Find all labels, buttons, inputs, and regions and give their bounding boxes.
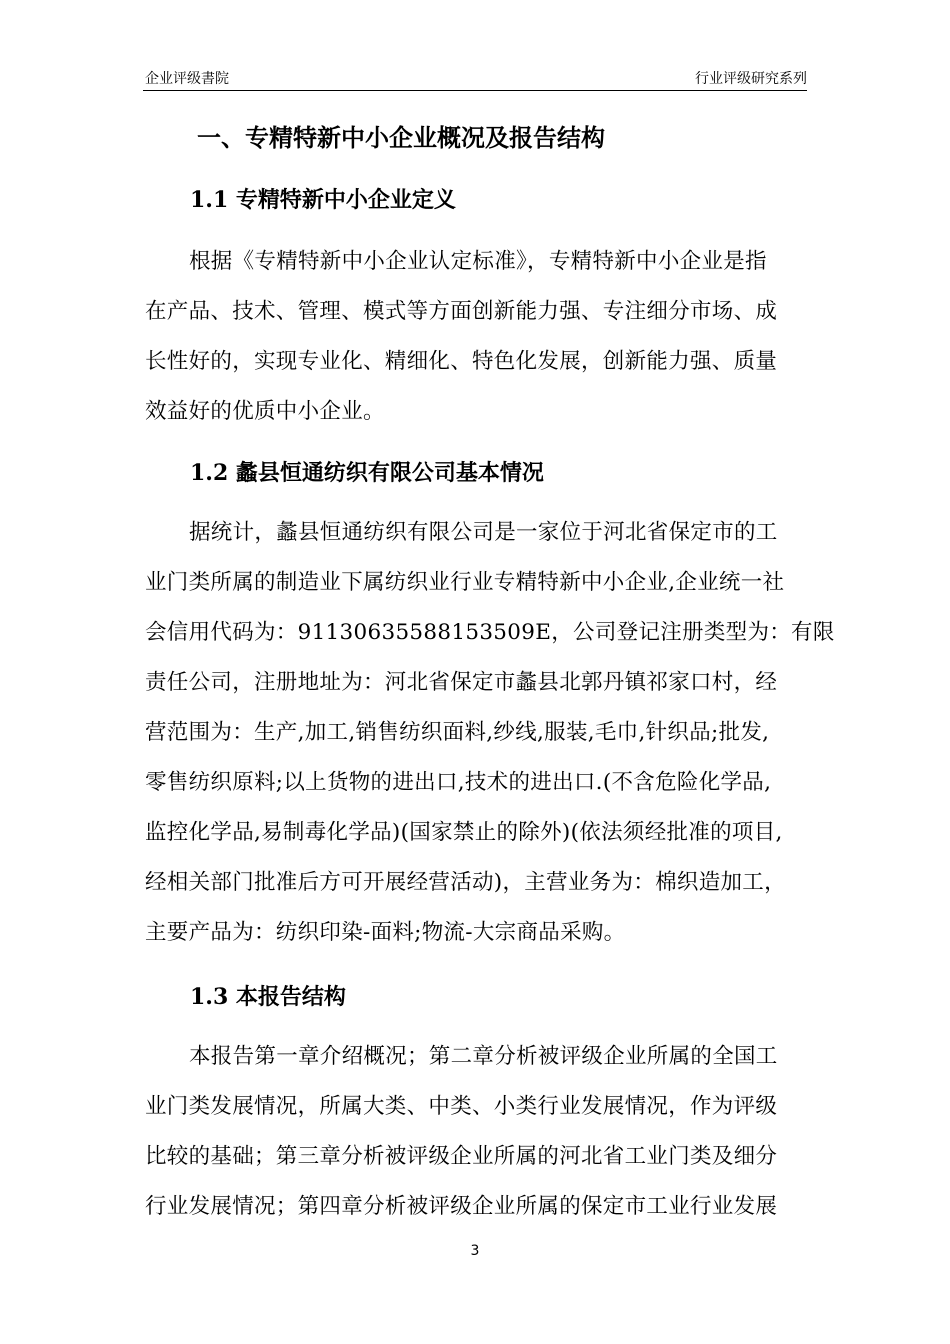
section-1-1-paragraph xyxy=(145,247,810,447)
section-1-2-paragraph xyxy=(145,518,835,968)
section-heading-1-2: 1.2 蠡县恒通纺织有限公司基本情况 xyxy=(190,460,544,486)
section-heading-1-1: 1.1 专精特新中小企业定义 xyxy=(190,187,456,213)
header-left: 企业评级書院 xyxy=(145,71,229,87)
text-line: 效益好的优质中小企业。 xyxy=(145,399,385,424)
chapter-title: 一、专精特新中小企业概况及报告结构 xyxy=(197,124,605,152)
text-line: 在产品、技术、管理、模式等方面创新能力强、专注细分市场、成 xyxy=(145,299,778,324)
text-line: 本报告第一章介绍概况；第二章分析被评级企业所属的全国工 xyxy=(189,1044,778,1069)
text-line: 行业发展情况；第四章分析被评级企业所属的保定市工业行业发展 xyxy=(145,1194,778,1219)
section-heading-1-3: 1.3 本报告结构 xyxy=(190,984,346,1010)
text-line: 业门类所属的制造业下属纺织业行业专精特新中小企业,企业统一社 xyxy=(145,570,785,595)
header-right: 行业评级研究系列 xyxy=(695,71,807,87)
text-line: 经相关部门批准后方可开展经营活动)，主营业务为：棉织造加工， xyxy=(145,870,786,895)
text-line: 会信用代码为：91130635588153509E，公司登记注册类型为：有限 xyxy=(145,620,835,645)
page-number: 3 xyxy=(470,1243,480,1259)
text-line: 营范围为：生产,加工,销售纺织面料,纱线,服装,毛巾,针织品;批发, xyxy=(145,720,770,745)
header-rule xyxy=(143,90,807,91)
text-line: 长性好的，实现专业化、精细化、特色化发展，创新能力强、质量 xyxy=(145,349,778,374)
text-line: 比较的基础；第三章分析被评级企业所属的河北省工业门类及细分 xyxy=(145,1144,778,1169)
text-line: 监控化学品,易制毒化学品)(国家禁止的除外)(依法须经批准的项目, xyxy=(145,820,783,845)
text-line: 零售纺织原料;以上货物的进出口,技术的进出口.(不含危险化学品, xyxy=(145,770,772,795)
text-line: 业门类发展情况，所属大类、中类、小类行业发展情况，作为评级 xyxy=(145,1094,778,1119)
section-1-3-paragraph xyxy=(145,1042,810,1242)
text-line: 责任公司，注册地址为：河北省保定市蠡县北郭丹镇祁家口村，经 xyxy=(145,670,778,695)
text-line: 据统计，蠡县恒通纺织有限公司是一家位于河北省保定市的工 xyxy=(189,520,778,545)
text-line: 主要产品为：纺织印染-面料;物流-大宗商品采购。 xyxy=(145,920,626,945)
text-line: 根据《专精特新中小企业认定标准》，专精特新中小企业是指 xyxy=(189,249,767,274)
